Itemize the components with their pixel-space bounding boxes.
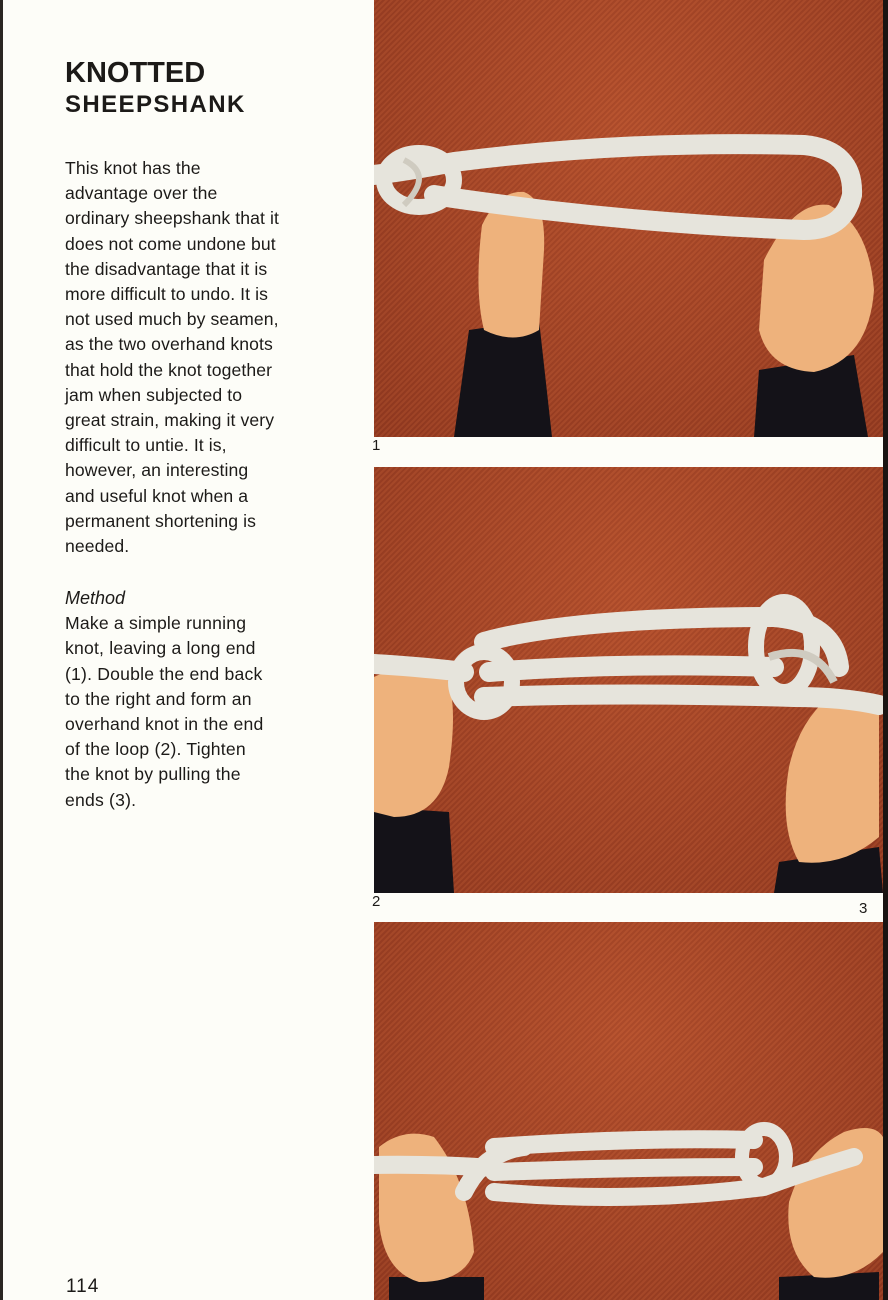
title-line-2: SHEEPSHANK [65, 91, 246, 118]
method-line: (1). Double the end back [65, 663, 263, 684]
intro-line: needed. [65, 536, 130, 557]
intro-line: permanent shortening is [65, 510, 257, 531]
page-title [65, 58, 355, 120]
photo-step-1 [374, 0, 883, 437]
method-paragraph [65, 611, 355, 813]
intro-line: not used much by seamen, [65, 309, 279, 330]
rope-hands-illustration-3 [374, 922, 883, 1300]
page-right-edge [883, 0, 888, 1300]
intro-line: This knot has the [65, 158, 201, 178]
method-line: Make a simple running [65, 613, 247, 634]
method-line: of the loop (2). Tighten [65, 739, 246, 760]
photo-step-2 [374, 467, 883, 893]
intro-line: and useful knot when a [65, 485, 249, 506]
method-line: ends (3). [65, 789, 137, 810]
title-line-1: KNOTTED [65, 57, 206, 89]
intro-line: more difficult to undo. It is [65, 284, 269, 305]
intro-line: jam when subjected to [65, 384, 243, 405]
method-heading: Method [65, 588, 126, 609]
photo-step-3 [374, 922, 883, 1300]
rope-hands-illustration-1 [374, 0, 883, 437]
text-column [65, 58, 355, 813]
intro-line: does not come undone but [65, 233, 276, 254]
figure-label-2: 2 [372, 893, 381, 910]
method-line: the knot by pulling the [65, 764, 241, 785]
figure-label-3: 3 [859, 900, 868, 917]
intro-line: ordinary sheepshank that it [65, 208, 279, 229]
method-line: knot, leaving a long end [65, 638, 256, 659]
intro-paragraph [65, 156, 355, 559]
intro-line: as the two overhand knots [65, 334, 273, 355]
intro-line: advantage over the [65, 183, 218, 204]
page-spine-edge [0, 0, 3, 1300]
method-line: overhand knot in the end [65, 714, 264, 735]
intro-line: that hold the knot together [65, 359, 273, 380]
intro-line: the disadvantage that it is [65, 258, 268, 279]
intro-line: great strain, making it very [65, 410, 275, 431]
page-number: 114 [66, 1276, 100, 1297]
method-line: to the right and form an [65, 688, 252, 709]
intro-line: difficult to untie. It is, [65, 435, 227, 456]
intro-line: however, an interesting [65, 460, 249, 481]
figure-label-1: 1 [372, 437, 381, 454]
rope-hands-illustration-2 [374, 467, 883, 893]
